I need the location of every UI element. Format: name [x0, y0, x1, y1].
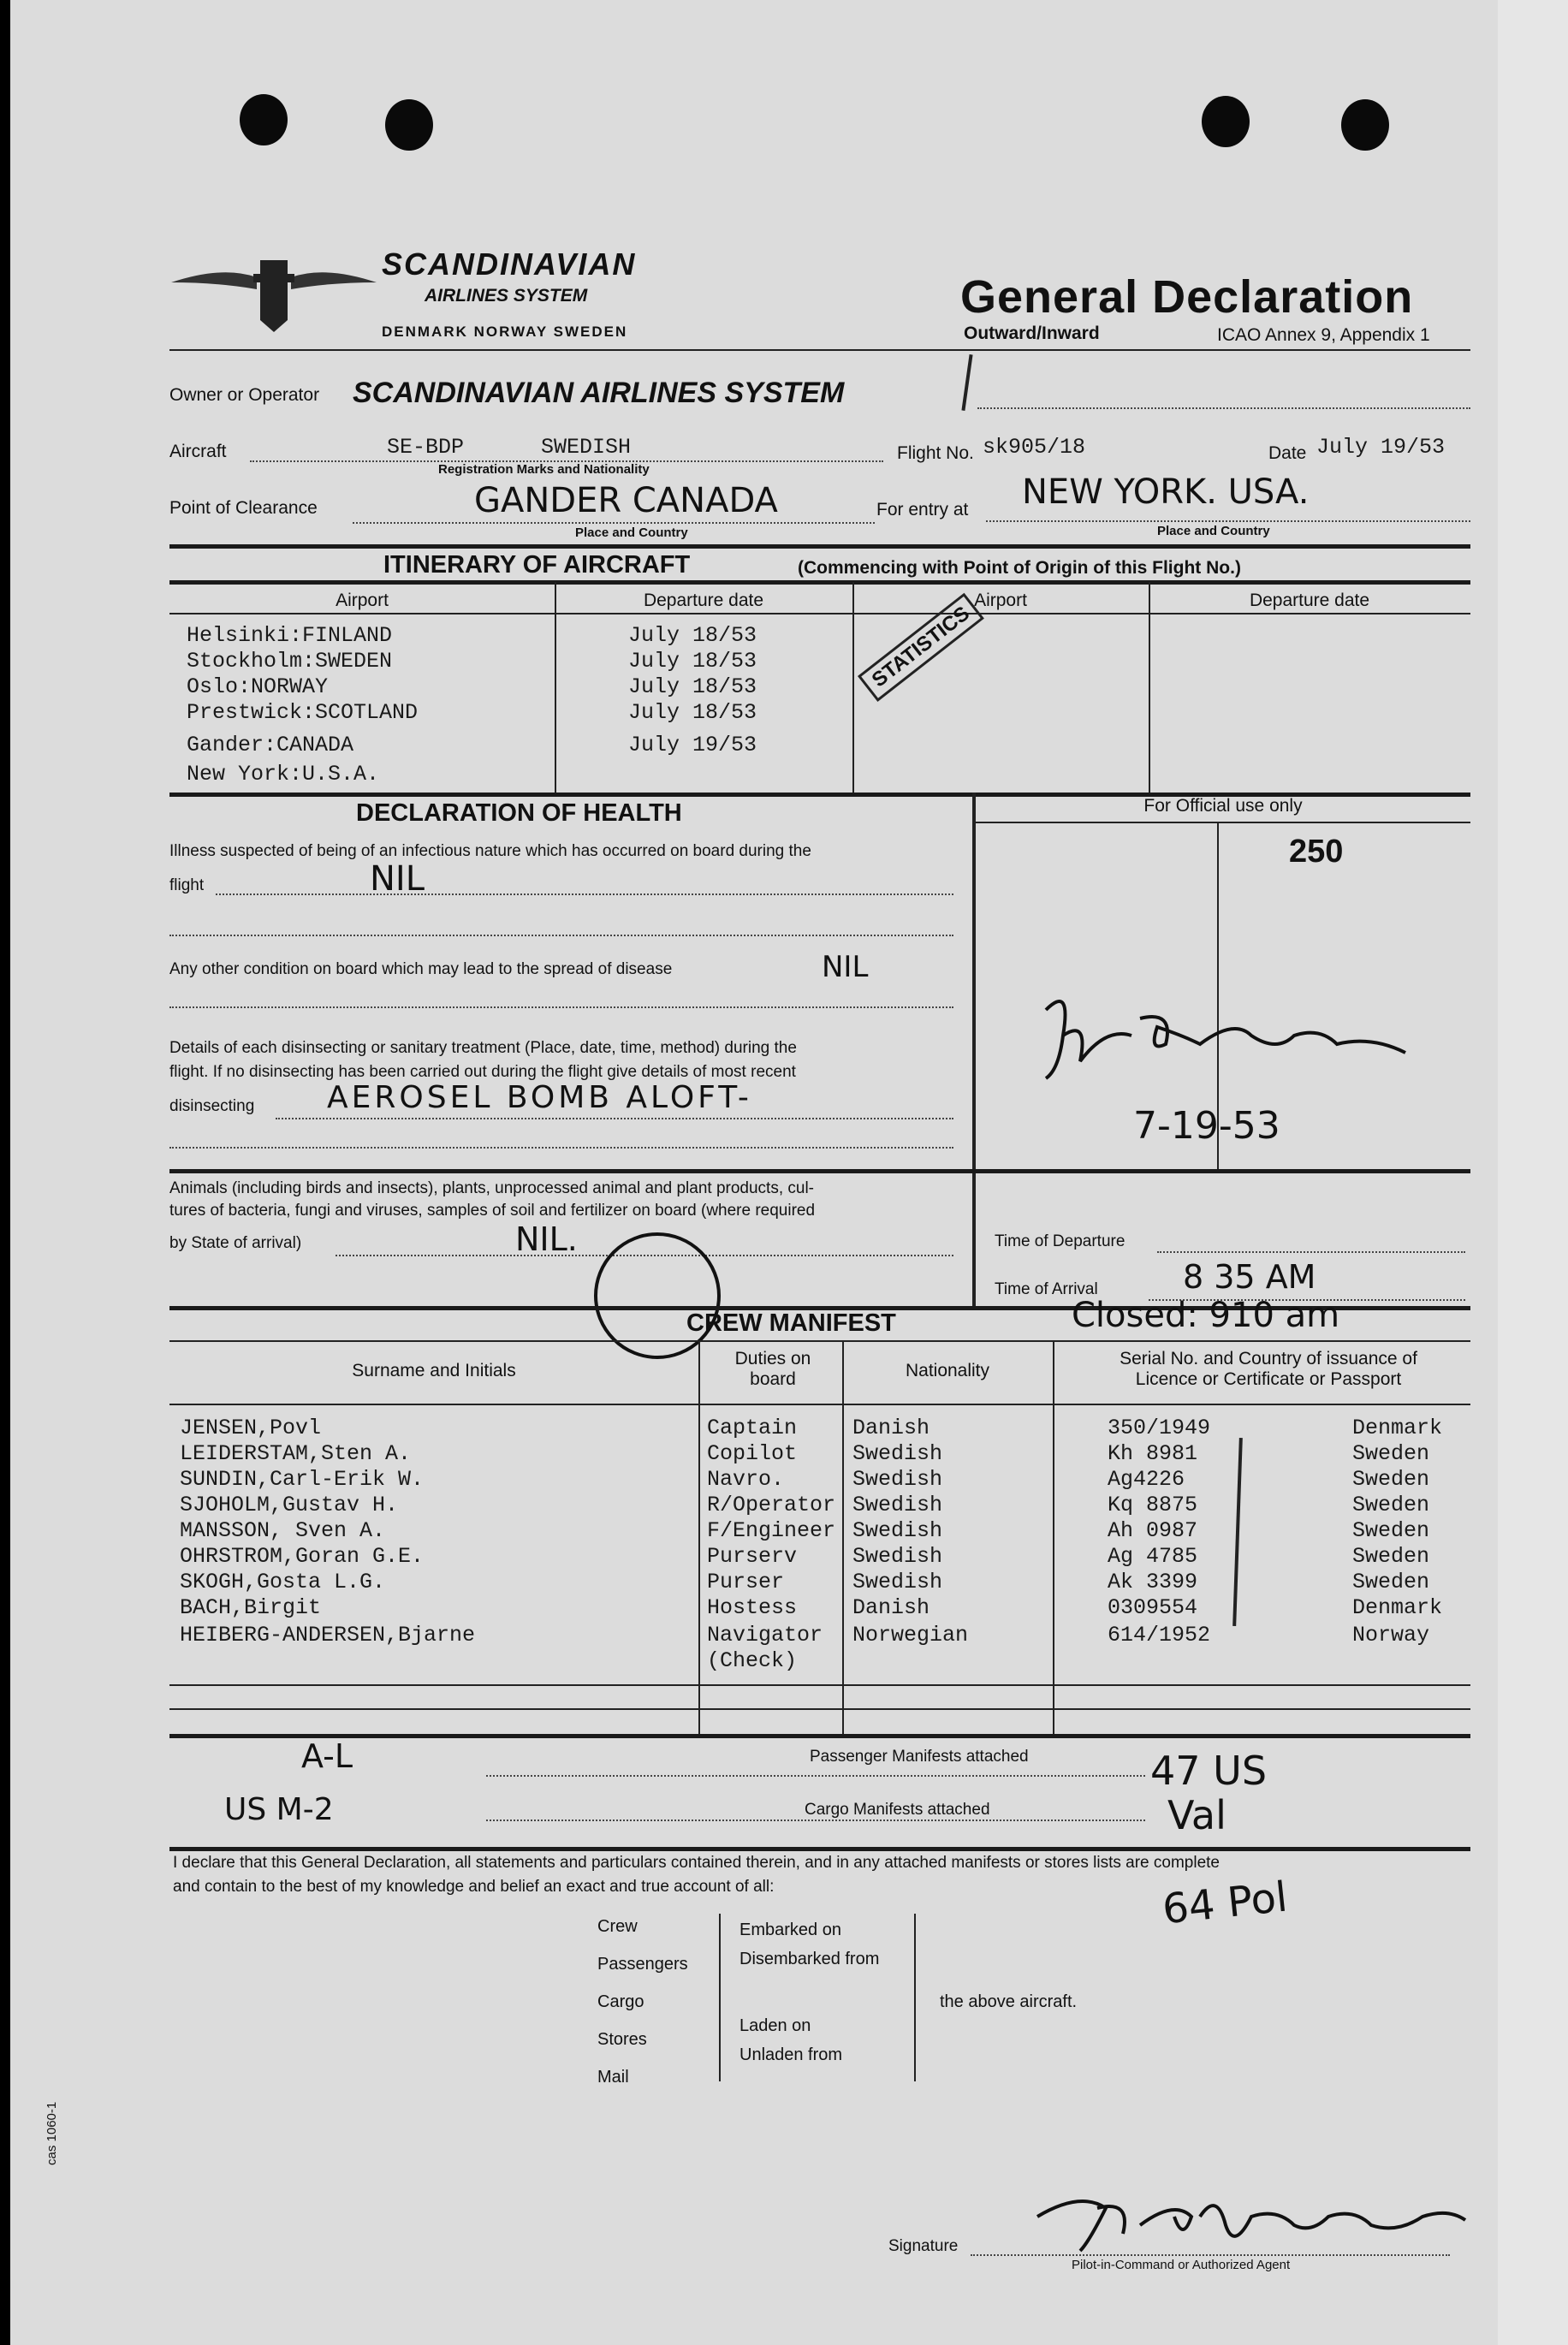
divider: [169, 349, 1470, 351]
declaration-text: I declare that this General Declaration, all statements and particulars contained therein, and in any attached manifests or stores lists are complete: [173, 1854, 1220, 1872]
crew-nationality: Swedish: [852, 1570, 943, 1594]
crew-serial: 0309554: [1108, 1595, 1198, 1620]
annex-label: ICAO Annex 9, Appendix 1: [1217, 325, 1430, 345]
page-title: General Declaration: [960, 271, 1414, 323]
aircraft-nationality: SWEDISH: [541, 435, 632, 460]
signature-label: Signature: [888, 2237, 959, 2255]
crew-country: Sweden: [1352, 1518, 1430, 1543]
dotted-line: [486, 1775, 1145, 1777]
entry-value: NEW YORK. USA.: [1022, 472, 1310, 512]
illness-value: NIL: [370, 859, 425, 899]
date-label: Date: [1268, 443, 1307, 463]
crew-duty: Purserv: [707, 1544, 798, 1569]
crew-duty: Navigator (Check): [707, 1623, 823, 1673]
section-rule: [972, 793, 976, 1306]
itinerary-date: July 18/53: [628, 700, 757, 725]
crew-nationality: Swedish: [852, 1467, 943, 1492]
crew-header-name: Surname and Initials: [352, 1361, 516, 1380]
decl-cargo: Cargo: [597, 1992, 644, 2011]
official-signature-icon: [1037, 984, 1431, 1095]
hand-note-left-2: US M-2: [224, 1792, 334, 1827]
dotted-line: [977, 407, 1470, 409]
itinerary-airport: Oslo:NORWAY: [187, 674, 329, 699]
aircraft-label: Aircraft: [169, 442, 227, 461]
crew-country: Sweden: [1352, 1570, 1430, 1594]
cargo-manifest-value: Val: [1167, 1792, 1226, 1838]
clearance-value: GANDER CANADA: [474, 481, 778, 520]
table-rule: [698, 1340, 700, 1734]
table-rule: [169, 1708, 1470, 1710]
pilot-signature-icon: [1029, 2182, 1474, 2259]
crew-header-duties: Duties on board: [734, 1349, 811, 1389]
section-rule: [169, 1734, 1470, 1738]
itinerary-header-airport-2: Airport: [974, 591, 1027, 610]
signature-sublabel: Pilot-in-Command or Authorized Agent: [1072, 2258, 1291, 2272]
crew-duty: Captain: [707, 1416, 798, 1440]
crew-country: Sweden: [1352, 1544, 1430, 1569]
health-title: DECLARATION OF HEALTH: [356, 799, 682, 827]
table-rule: [1053, 1340, 1054, 1734]
official-number: 250: [1289, 834, 1344, 870]
crew-country: Norway: [1352, 1623, 1430, 1647]
owner-value: SCANDINAVIAN AIRLINES SYSTEM: [353, 377, 845, 409]
itinerary-date: July 18/53: [628, 674, 757, 699]
decl-unladen: Unladen from: [739, 2045, 843, 2064]
crew-duty: Copilot: [707, 1441, 798, 1466]
crew-serial: Ag4226: [1108, 1467, 1185, 1492]
itinerary-airport: New York:U.S.A.: [187, 762, 380, 787]
document-page: [10, 0, 1498, 2345]
itinerary-date: July 19/53: [628, 733, 757, 757]
table-rule: [976, 822, 1470, 823]
itinerary-airport: Prestwick:SCOTLAND: [187, 700, 419, 725]
crew-duty: Purser: [707, 1570, 785, 1594]
airline-subname: AIRLINES SYSTEM: [425, 286, 588, 306]
dotted-line: [1157, 1251, 1465, 1253]
animals-label: Animals (including birds and insects), plants, unprocessed animal and plant products, cul-: [169, 1179, 815, 1197]
dotted-line: [216, 893, 953, 895]
dotted-line: [169, 935, 953, 936]
dotted-line: [986, 520, 1470, 522]
crew-country: Sweden: [1352, 1467, 1430, 1492]
aircraft-registration: SE-BDP: [387, 435, 465, 460]
table-rule: [852, 582, 854, 794]
entry-label: For entry at: [876, 500, 969, 519]
crew-name: SJOHOLM,Gustav H.: [180, 1493, 399, 1517]
direction-label: Outward/Inward: [964, 324, 1100, 343]
declaration-text-2: and contain to the best of my knowledge and belief an exact and true account of all:: [173, 1878, 775, 1896]
form-code: cas 1060-1: [45, 2101, 59, 2165]
crew-nationality: Swedish: [852, 1544, 943, 1569]
itinerary-header-date: Departure date: [643, 591, 764, 610]
punch-hole: [1202, 96, 1250, 147]
animals-value: NIL.: [515, 1220, 578, 1258]
animals-label-2: tures of bacteria, fungi and viruses, samples of soil and fertilizer on board (where required: [169, 1202, 816, 1220]
table-rule: [555, 582, 556, 794]
crew-serial: Kq 8875: [1108, 1493, 1198, 1517]
crew-serial: Kh 8981: [1108, 1441, 1198, 1466]
disinfect-label-2: flight. If no disinsecting has been carried out during the flight give details of most recent: [169, 1063, 796, 1081]
arrival-value: 8 35 AM: [1183, 1258, 1316, 1296]
itinerary-date: July 18/53: [628, 649, 757, 674]
date-value: July 19/53: [1316, 435, 1446, 460]
crew-serial: 614/1952: [1108, 1623, 1211, 1647]
aircraft-sublabel: Registration Marks and Nationality: [438, 462, 650, 477]
crew-header-nationality: Nationality: [905, 1361, 990, 1380]
flight-label: Flight No.: [897, 443, 974, 463]
passenger-manifest-label: Passenger Manifests attached: [810, 1748, 1029, 1766]
punch-hole: [240, 94, 288, 145]
crew-name: SUNDIN,Carl-Erik W.: [180, 1467, 425, 1492]
crew-name: HEIBERG-ANDERSEN,Bjarne: [180, 1623, 476, 1647]
crew-nationality: Danish: [852, 1595, 930, 1620]
illness-label: Illness suspected of being of an infectious nature which has occurred on board during the: [169, 842, 811, 860]
clearance-sublabel: Place and Country: [575, 525, 688, 540]
crew-country: Denmark: [1352, 1416, 1443, 1440]
crew-serial: Ah 0987: [1108, 1518, 1198, 1543]
arrival-label: Time of Arrival: [995, 1280, 1098, 1298]
decl-above: the above aircraft.: [940, 1992, 1078, 2011]
closed-note: Closed: 910 am: [1072, 1296, 1340, 1335]
crew-name: SKOGH,Gosta L.G.: [180, 1570, 386, 1594]
section-rule: [169, 544, 1470, 549]
statistics-stamp: STATISTICS: [858, 592, 984, 701]
flight-value: sk905/18: [983, 435, 1086, 460]
table-rule: [169, 1684, 1470, 1686]
table-rule: [169, 1404, 1470, 1405]
other-condition-value: NIL: [822, 950, 869, 984]
other-condition-label: Any other condition on board which may lead to the spread of disease: [169, 960, 673, 978]
section-rule: [169, 1169, 1470, 1173]
crew-nationality: Swedish: [852, 1518, 943, 1543]
crew-header-serial: Serial No. and Country of issuance of Licence or Certificate or Passport: [1120, 1349, 1417, 1389]
itinerary-airport: Gander:CANADA: [187, 733, 354, 757]
crew-name: JENSEN,Povl: [180, 1416, 322, 1440]
disinfect-value: AEROSEL BOMB ALOFT-: [327, 1080, 752, 1115]
crew-name: MANSSON, Sven A.: [180, 1518, 386, 1543]
hand-note-left: A-L: [301, 1737, 353, 1775]
crew-country: Sweden: [1352, 1493, 1430, 1517]
crew-name: OHRSTROM,Goran G.E.: [180, 1544, 425, 1569]
brace-line: [914, 1914, 916, 2081]
airline-name: SCANDINAVIAN: [382, 246, 637, 282]
crew-title: CREW MANIFEST: [686, 1309, 896, 1337]
crew-serial: Ag 4785: [1108, 1544, 1198, 1569]
crew-duty: F/Engineer: [707, 1518, 836, 1543]
itinerary-header-date-2: Departure date: [1249, 591, 1370, 610]
cargo-manifest-label: Cargo Manifests attached: [805, 1801, 990, 1819]
clearance-label: Point of Clearance: [169, 498, 318, 518]
departure-label: Time of Departure: [995, 1232, 1126, 1250]
crew-name: LEIDERSTAM,Sten A.: [180, 1441, 412, 1466]
itinerary-date: July 18/53: [628, 623, 757, 648]
dotted-line: [486, 1820, 1145, 1821]
punch-hole: [385, 99, 433, 151]
crew-country: Denmark: [1352, 1595, 1443, 1620]
official-signature-date: 7-19-53: [1133, 1104, 1280, 1148]
decl-laden: Laden on: [739, 2016, 811, 2035]
scanner-edge: [1498, 0, 1568, 2345]
decl-disembarked: Disembarked from: [739, 1950, 880, 1968]
crew-nationality: Danish: [852, 1416, 930, 1440]
crew-duty: Hostess: [707, 1595, 798, 1620]
crew-name: BACH,Birgit: [180, 1595, 322, 1620]
section-rule: [169, 580, 1470, 585]
decl-embarked: Embarked on: [739, 1921, 841, 1939]
crew-country: Sweden: [1352, 1441, 1430, 1466]
crew-duty: Navro.: [707, 1467, 785, 1492]
section-rule: [169, 1847, 1470, 1851]
table-rule: [1149, 582, 1150, 794]
airline-logo-icon: [171, 248, 377, 334]
entry-sublabel: Place and Country: [1157, 524, 1270, 538]
crew-nationality: Swedish: [852, 1493, 943, 1517]
crew-duty: R/Operator: [707, 1493, 836, 1517]
crew-serial: 350/1949: [1108, 1416, 1211, 1440]
table-rule: [169, 1340, 1470, 1342]
owner-label: Owner or Operator: [169, 385, 320, 405]
crew-nationality: Swedish: [852, 1441, 943, 1466]
hand-note-right: 64 Pol: [1160, 1873, 1290, 1934]
dotted-line: [169, 1006, 953, 1008]
itinerary-title: ITINERARY OF AIRCRAFT: [383, 551, 691, 579]
itinerary-airport: Stockholm:SWEDEN: [187, 649, 393, 674]
animals-label-3: by State of arrival): [169, 1234, 302, 1252]
decl-stores: Stores: [597, 2030, 647, 2049]
disinfect-label-3: disinsecting: [169, 1097, 255, 1115]
itinerary-airport: Helsinki:FINLAND: [187, 623, 393, 648]
decl-mail: Mail: [597, 2068, 629, 2087]
airline-countries: DENMARK NORWAY SWEDEN: [382, 324, 628, 340]
disinfect-label: Details of each disinsecting or sanitary treatment (Place, date, time, method) during the: [169, 1039, 797, 1057]
official-title: For Official use only: [1143, 796, 1303, 816]
crew-nationality: Norwegian: [852, 1623, 969, 1647]
table-rule: [842, 1340, 844, 1734]
itinerary-header-airport: Airport: [336, 591, 389, 610]
decl-passengers: Passengers: [597, 1955, 688, 1974]
punch-hole: [1341, 99, 1389, 151]
table-rule: [169, 613, 1470, 614]
illness-label-2: flight: [169, 876, 205, 894]
crew-serial: Ak 3399: [1108, 1570, 1198, 1594]
brace-line: [719, 1914, 721, 2081]
itinerary-subtitle: (Commencing with Point of Origin of this Flight No.): [798, 558, 1241, 578]
dotted-line: [353, 522, 875, 524]
hand-stroke: [1232, 1438, 1243, 1626]
decl-crew: Crew: [597, 1917, 638, 1936]
hand-stroke: [961, 354, 972, 411]
dotted-line: [276, 1118, 953, 1119]
dotted-line: [169, 1147, 953, 1149]
passenger-manifest-value: 47 US: [1150, 1748, 1268, 1794]
